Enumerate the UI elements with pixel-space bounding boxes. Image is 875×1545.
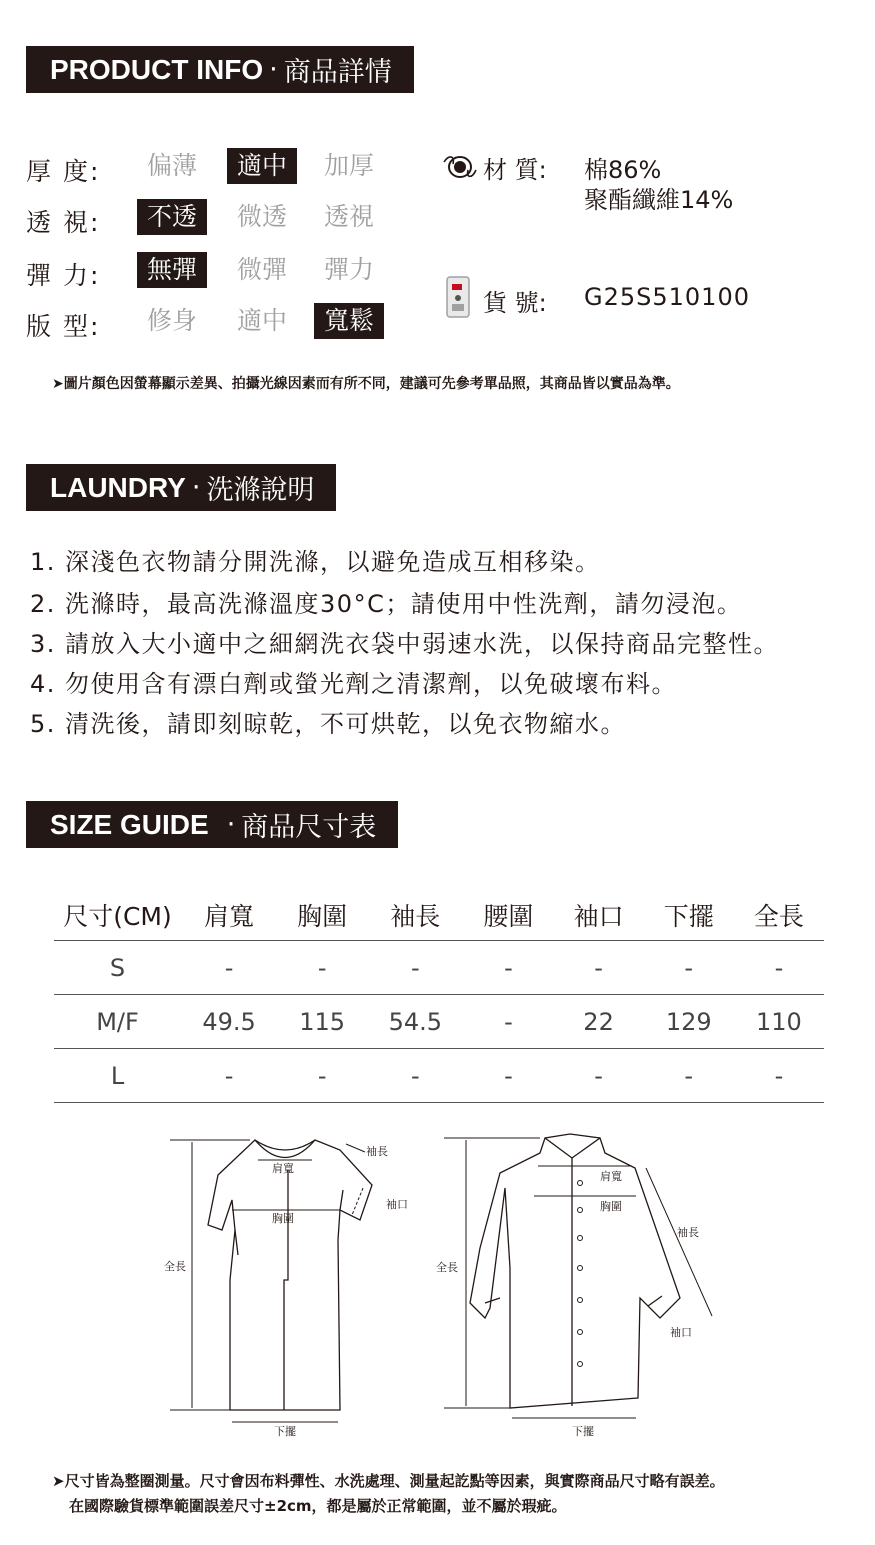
sleeve-label: 袖長: [677, 1226, 699, 1239]
table-row: [54, 995, 824, 1049]
table-row: [54, 1049, 824, 1103]
header-zh: 洗滌說明: [206, 475, 315, 506]
attribute-option: 彈力: [323, 255, 374, 284]
material-line-2: 聚酯纖維14%: [584, 186, 734, 214]
header-sep: ·: [191, 472, 201, 503]
column-header: 袖長: [367, 890, 463, 941]
laundry-item: 3. 請放入大小適中之細網洗衣袋中弱速水洗，以保持商品完整性。: [30, 630, 780, 658]
product-info-header: [26, 46, 414, 93]
table-cell: S: [54, 941, 181, 995]
table-cell: -: [554, 1049, 644, 1103]
header-zh: 商品尺寸表: [241, 812, 377, 843]
shirt-dress-diagram: [430, 1128, 720, 1444]
column-header: 袖口: [554, 890, 644, 941]
header-en: PRODUCT INFO: [50, 53, 264, 85]
table-cell: -: [367, 1049, 463, 1103]
column-header: 尺寸(CM): [54, 890, 181, 941]
table-cell: -: [734, 941, 824, 995]
sleeve-arrow: [346, 1144, 365, 1152]
column-header: 肩寬: [181, 890, 277, 941]
table-cell: -: [734, 1049, 824, 1103]
laundry-item: 4. 勿使用含有漂白劑或螢光劑之清潔劑，以免破壞布料。: [30, 670, 678, 698]
column-header: 胸圍: [277, 890, 367, 941]
material-line-1: 棉86%: [584, 156, 662, 184]
table-header-row: [54, 890, 824, 941]
header-sep: ·: [226, 809, 236, 840]
attribute-option-selected: 不透: [137, 199, 207, 235]
header-en: SIZE GUIDE: [50, 808, 209, 840]
hem-label: 下擺: [572, 1425, 594, 1438]
length-label: 全長: [436, 1261, 458, 1274]
item-no-label: 貨 號:: [483, 289, 547, 317]
table-cell: 129: [644, 995, 734, 1049]
hem-label: 下擺: [274, 1425, 296, 1438]
attribute-option: 加厚: [323, 151, 374, 180]
dress-diagram: [160, 1130, 420, 1440]
table-cell: -: [277, 941, 367, 995]
tag-icon: [443, 274, 473, 324]
table-cell: -: [463, 995, 553, 1049]
attribute-option-selected: 無彈: [137, 252, 207, 288]
table-cell: -: [181, 941, 277, 995]
header-zh: 商品詳情: [283, 57, 392, 88]
length-label: 全長: [164, 1260, 186, 1273]
attribute-label: 版 型:: [26, 312, 101, 341]
item-no: G25S510100: [584, 283, 750, 311]
table-cell: -: [463, 941, 553, 995]
table-cell: L: [54, 1049, 181, 1103]
table-cell: 115: [277, 995, 367, 1049]
dress-outline: [208, 1140, 372, 1410]
table-row: [54, 941, 824, 995]
attribute-option: 修身: [146, 306, 197, 335]
table-cell: -: [367, 941, 463, 995]
material-label: 材 質:: [483, 156, 547, 184]
laundry-header: [26, 464, 336, 511]
attribute-option-selected: 寬鬆: [314, 303, 384, 339]
sleeve-label: 袖長: [366, 1145, 388, 1158]
size-guide-header: [26, 801, 398, 848]
shoulder-label: 肩寬: [600, 1170, 622, 1183]
table-cell: -: [644, 1049, 734, 1103]
attribute-option: 微透: [236, 202, 287, 231]
size-footnote-1: ➤尺寸皆為整圈測量。尺寸會因布料彈性、水洗處理、測量起訖點等因素，與實際商品尺寸略有誤差。: [52, 1472, 725, 1490]
attribute-option: 透視: [323, 202, 374, 231]
attribute-option: 偏薄: [146, 151, 197, 180]
shirt-outline: [470, 1134, 680, 1408]
attribute-label: 彈 力:: [26, 261, 101, 290]
header-sep: ·: [269, 54, 278, 85]
size-table: [54, 890, 824, 1103]
table-cell: 54.5: [367, 995, 463, 1049]
color-note: ➤圖片顏色因螢幕顯示差異、拍攝光線因素而有所不同，建議可先參考單品照，其商品皆以實品為準。: [52, 376, 680, 392]
table-cell: 110: [734, 995, 824, 1049]
table-cell: -: [644, 941, 734, 995]
column-header: 全長: [734, 890, 824, 941]
laundry-item: 5. 清洗後，請即刻晾乾，不可烘乾，以免衣物縮水。: [30, 710, 627, 738]
header-en: LAUNDRY: [50, 471, 186, 503]
laundry-item: 2. 洗滌時，最高洗滌溫度30°C；請使用中性洗劑，請勿浸泡。: [30, 590, 743, 618]
attribute-option-selected: 適中: [227, 148, 297, 184]
thread-icon: [441, 152, 479, 186]
table-cell: 49.5: [181, 995, 277, 1049]
cuff-arrow: [352, 1188, 363, 1215]
table-cell: -: [554, 941, 644, 995]
cuff-label: 袖口: [386, 1198, 408, 1211]
attribute-label: 透 視:: [26, 208, 101, 237]
table-cell: -: [277, 1049, 367, 1103]
column-header: 腰圍: [463, 890, 553, 941]
table-cell: -: [181, 1049, 277, 1103]
attribute-option: 微彈: [236, 255, 287, 284]
column-header: 下擺: [644, 890, 734, 941]
table-cell: 22: [554, 995, 644, 1049]
laundry-item: 1. 深淺色衣物請分開洗滌，以避免造成互相移染。: [30, 548, 601, 576]
table-cell: -: [463, 1049, 553, 1103]
size-footnote-2: 在國際驗貨標準範圍誤差尺寸±2cm，都是屬於正常範圍，並不屬於瑕疵。: [69, 1497, 567, 1515]
attribute-label: 厚 度:: [26, 157, 101, 186]
cuff-label: 袖口: [670, 1326, 692, 1339]
table-cell: M/F: [54, 995, 181, 1049]
attribute-option: 適中: [236, 306, 287, 335]
chest-label: 胸圍: [272, 1212, 294, 1225]
chest-label: 胸圍: [600, 1200, 622, 1213]
shoulder-label: 肩寬: [272, 1162, 294, 1175]
